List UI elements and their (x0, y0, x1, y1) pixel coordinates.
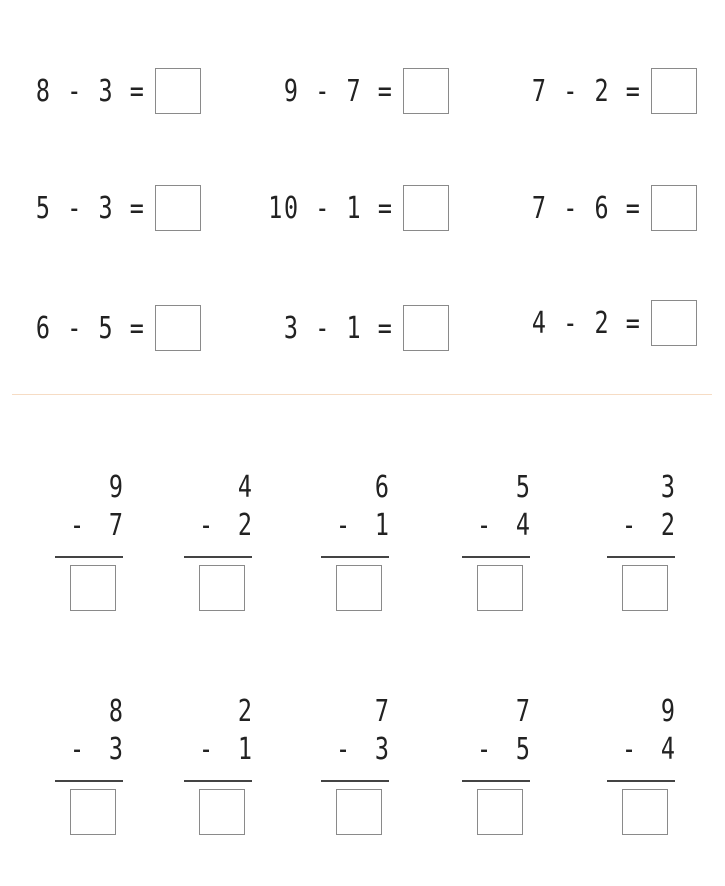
subtrahend: 2 (660, 508, 675, 543)
minus-sign: - (69, 508, 85, 543)
subtrahend-row (199, 732, 252, 767)
vertical-problem (184, 694, 252, 844)
minus-sign: - (476, 508, 492, 543)
problem-expression: 6 - 5 = (35, 310, 145, 346)
answer-box[interactable] (155, 68, 201, 114)
sum-line (462, 780, 530, 782)
answer-box[interactable] (622, 789, 668, 835)
sum-line (321, 556, 389, 558)
horizontal-problem (0, 183, 201, 233)
sum-line (55, 556, 123, 558)
answer-box[interactable] (336, 789, 382, 835)
minuend: 6 (374, 470, 389, 505)
minuend: 2 (237, 694, 252, 729)
answer-box[interactable] (155, 305, 201, 351)
sum-line (184, 556, 252, 558)
minuend: 4 (237, 470, 252, 505)
subtrahend: 4 (660, 732, 675, 767)
minuend: 3 (660, 470, 675, 505)
sum-line (55, 780, 123, 782)
minus-sign: - (335, 732, 351, 767)
vertical-problem (607, 694, 675, 844)
subtrahend-row (622, 508, 675, 543)
problem-expression: 9 - 7 = (283, 73, 393, 109)
vertical-problem (321, 470, 389, 620)
answer-box[interactable] (403, 185, 449, 231)
horizontal-problem (234, 66, 449, 116)
answer-box[interactable] (199, 565, 245, 611)
subtrahend: 3 (108, 732, 123, 767)
minuend: 7 (374, 694, 389, 729)
problem-expression: 3 - 1 = (283, 310, 393, 346)
subtrahend: 2 (237, 508, 252, 543)
subtrahend: 5 (515, 732, 530, 767)
answer-box[interactable] (477, 789, 523, 835)
answer-box[interactable] (403, 305, 449, 351)
horizontal-problem (234, 183, 449, 233)
subtrahend-row (622, 732, 675, 767)
problem-expression: 5 - 3 = (35, 190, 145, 226)
answer-box[interactable] (70, 789, 116, 835)
subtrahend-row (477, 508, 530, 543)
subtrahend: 1 (374, 508, 389, 543)
subtrahend-row (70, 732, 123, 767)
subtrahend: 4 (515, 508, 530, 543)
sum-line (321, 780, 389, 782)
answer-box[interactable] (199, 789, 245, 835)
subtrahend-row (70, 508, 123, 543)
minus-sign: - (69, 732, 85, 767)
section-divider (12, 394, 712, 395)
minus-sign: - (198, 732, 214, 767)
minuend: 7 (515, 694, 530, 729)
answer-box[interactable] (651, 185, 697, 231)
subtrahend-row (477, 732, 530, 767)
minuend: 9 (108, 470, 123, 505)
answer-box[interactable] (651, 68, 697, 114)
subtrahend-row (336, 508, 389, 543)
minus-sign: - (198, 508, 214, 543)
minus-sign: - (621, 508, 637, 543)
sum-line (184, 780, 252, 782)
subtrahend-row (336, 732, 389, 767)
answer-box[interactable] (155, 185, 201, 231)
minuend: 8 (108, 694, 123, 729)
problem-expression: 10 - 1 = (267, 190, 393, 226)
vertical-problem (321, 694, 389, 844)
problem-expression: 7 - 6 = (531, 190, 641, 226)
vertical-problem (607, 470, 675, 620)
vertical-problem (462, 470, 530, 620)
answer-box[interactable] (651, 300, 697, 346)
sum-line (607, 556, 675, 558)
horizontal-problem (0, 66, 201, 116)
horizontal-problem (482, 66, 697, 116)
answer-box[interactable] (403, 68, 449, 114)
sum-line (462, 556, 530, 558)
minus-sign: - (335, 508, 351, 543)
subtrahend: 3 (374, 732, 389, 767)
answer-box[interactable] (336, 565, 382, 611)
answer-box[interactable] (622, 565, 668, 611)
vertical-problem (184, 470, 252, 620)
minuend: 9 (660, 694, 675, 729)
problem-expression: 8 - 3 = (35, 73, 145, 109)
answer-box[interactable] (70, 565, 116, 611)
horizontal-problem (482, 298, 697, 348)
subtrahend: 1 (237, 732, 252, 767)
subtrahend-row (199, 508, 252, 543)
vertical-problem (55, 694, 123, 844)
minus-sign: - (621, 732, 637, 767)
horizontal-problem (0, 303, 201, 353)
horizontal-problem (234, 303, 449, 353)
vertical-problem (462, 694, 530, 844)
problem-expression: 4 - 2 = (531, 305, 641, 341)
minuend: 5 (515, 470, 530, 505)
subtrahend: 7 (108, 508, 123, 543)
problem-expression: 7 - 2 = (531, 73, 641, 109)
sum-line (607, 780, 675, 782)
vertical-problem (55, 470, 123, 620)
answer-box[interactable] (477, 565, 523, 611)
horizontal-problem (482, 183, 697, 233)
minus-sign: - (476, 732, 492, 767)
